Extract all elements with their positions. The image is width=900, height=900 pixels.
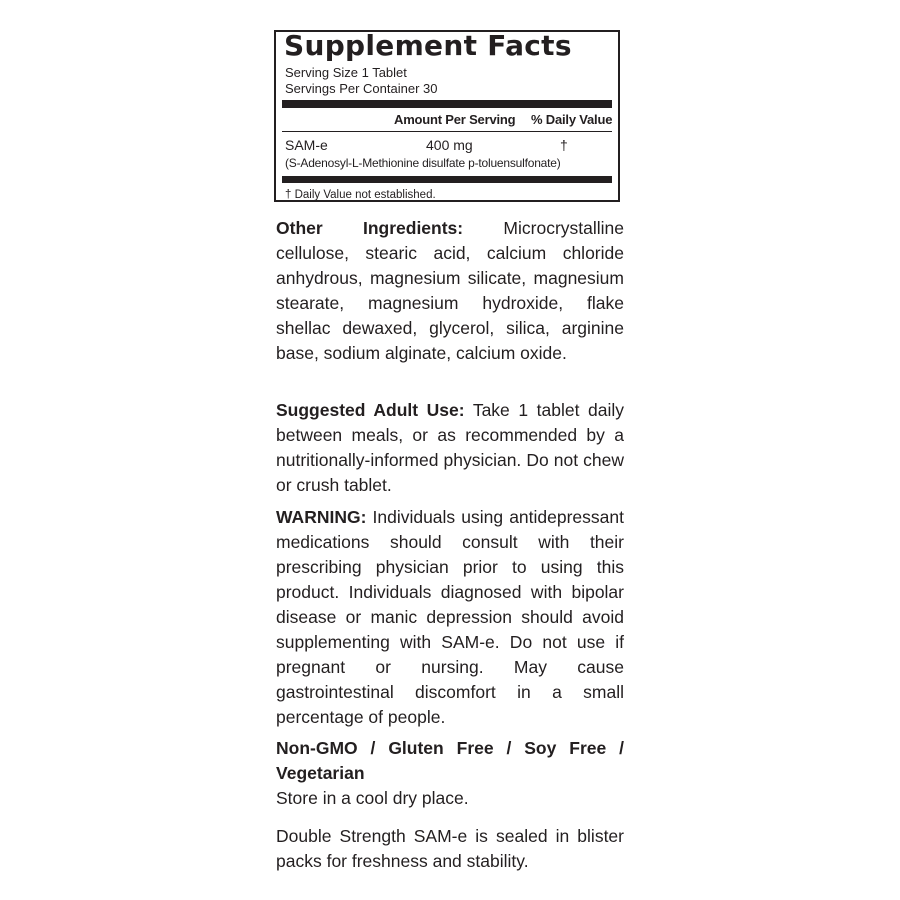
thin-divider <box>282 131 612 132</box>
daily-value-header: % Daily Value <box>531 112 613 127</box>
ingredient-detail: (S-Adenosyl-L-Methionine disulfate p-toluensulfonate) <box>285 156 561 170</box>
warning <box>276 505 624 730</box>
claims-label: Non-GMO / Gluten Free / Soy Free / Vegetarian <box>276 738 624 783</box>
storage-text: Store in a cool dry place. <box>276 788 469 808</box>
ingredient-dv: † <box>560 137 568 153</box>
amount-per-serving-header: Amount Per Serving <box>394 112 516 127</box>
packaging-note: Double Strength SAM-e is sealed in blister packs for freshness and stability. <box>276 826 624 871</box>
thick-divider <box>282 100 612 108</box>
servings-per-container: Servings Per Container 30 <box>285 81 438 96</box>
suggested-use-text: Take 1 tablet daily between meals, or as recommended by a nutritionally-informed physician. Do not chew or crush tablet. <box>276 400 625 495</box>
other-ingredients <box>276 216 624 366</box>
other-ingredients-text: Microcrystalline cellulose, stearic acid, calcium chloride anhydrous, magnesium silicate, magnesium stearate, magnesium hydroxide, flake shellac dewaxed, glycerol, silica, arginine base, sodium alginate, calcium oxide. <box>276 218 624 363</box>
ingredient-amount: 400 mg <box>426 137 473 153</box>
dv-footnote: † Daily Value not established. <box>285 189 436 201</box>
warning-label: WARNING: <box>276 507 367 527</box>
supplement-facts-panel <box>274 30 620 202</box>
serving-size: Serving Size 1 Tablet <box>285 65 407 80</box>
other-ingredients-label: Other Ingredients: <box>276 218 464 238</box>
facts-title: Supplement Facts <box>284 29 572 62</box>
claims <box>276 736 624 811</box>
thick-divider-bottom <box>282 176 612 183</box>
suggested-use <box>276 398 624 498</box>
ingredient-name: SAM-e <box>285 137 328 153</box>
warning-text: Individuals using antidepressant medications should consult with their prescribing physician prior to using this product. Individuals diagnosed with bipolar disease or manic depression should avoid supplementing with SAM-e. Do not use if pregnant or nursing. May cause gastrointestinal discomfort in a small percentage of people. <box>276 507 624 727</box>
suggested-use-label: Suggested Adult Use: <box>276 400 465 420</box>
